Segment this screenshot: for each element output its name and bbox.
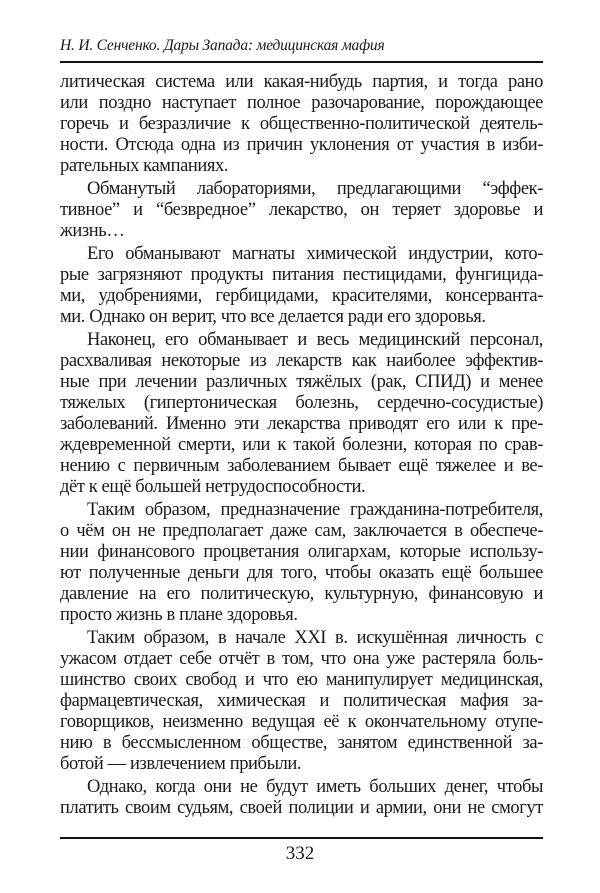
text-line: давление на его политическую, культурную, финансовую и [60, 584, 543, 604]
page-body [60, 72, 543, 821]
paragraph [60, 777, 543, 819]
text-line: тяжелых (гипертоническая болезнь, сердечно-сосудистые) [60, 393, 543, 413]
text-line: ботой — извлечением прибыли. [60, 754, 302, 774]
text-line: Его обманывают магнаты химической индустрии, кото- [87, 244, 543, 264]
paragraph [60, 628, 543, 775]
text-line: ные при лечении различных тяжёлых (рак, СПИД) и менее [60, 372, 543, 392]
running-header: Н. И. Сенченко. Дары Запада: медицинская мафия [60, 37, 385, 54]
text-line: жизнь… [60, 221, 125, 241]
text-line: нению с первичным заболеванием бывает ещё тяжелее и ве- [60, 456, 543, 476]
paragraph [60, 244, 543, 328]
header-rule [60, 61, 543, 63]
text-line: ют полученные деньги для того, чтобы оказать ещё большее [60, 563, 543, 583]
text-line: шинство своих свобод и что ею манипулирует медицинская, [60, 670, 543, 690]
paragraph [60, 72, 543, 177]
text-line: нии финансового процветания олигархам, которые использу- [60, 542, 543, 562]
page-number: 332 [285, 843, 315, 864]
text-line: рые загрязняют продукты питания пестицидами, фунгицида- [60, 265, 543, 285]
text-line: рательных кампаниях. [60, 156, 229, 176]
text-line: расхваливая некоторые из лекарств как наиболее эффектив- [60, 351, 543, 371]
text-line: о чём он не предполагает даже сам, заключается в обеспече- [60, 521, 543, 541]
text-line: ми, удобрениями, гербицидами, красителями, консерванта- [60, 286, 543, 306]
text-line: фармацевтическая, химическая и политическая мафия за- [60, 691, 543, 711]
text-line: Таким образом, в начале XXI в. искушённая личность с [87, 628, 543, 648]
text-line: Однако, когда они не будут иметь больших денег, чтобы [87, 777, 543, 797]
text-line: ми. Однако он верит, что все делается ради его здоровья. [60, 307, 486, 327]
text-line: ждевременной смерти, или к такой болезни, которая по срав- [60, 435, 543, 455]
text-line: говорщиков, неизменно ведущая её к окончательному отупе- [60, 712, 543, 732]
text-line: тивное” и “безвредное” лекарство, он теряет здоровье и [60, 200, 543, 220]
paragraph [60, 179, 543, 242]
footer-rule [60, 837, 543, 839]
text-line: дёт к ещё большей нетрудоспособности. [60, 477, 366, 497]
text-line: горечь и безразличие к общественно-политической деятель- [60, 114, 543, 134]
text-line: платить своим судьям, своей полиции и армии, они не смогут [60, 798, 543, 818]
text-line: просто жизнь в плане здоровья. [60, 605, 298, 625]
paragraph [60, 330, 543, 498]
text-line: нию в бессмысленном обществе, занятом единственной за- [60, 733, 543, 753]
text-line: заболеваний. Именно эти лекарства приводят его или к пре- [60, 414, 543, 434]
text-line: или поздно наступает полное разочарование, порождающее [60, 93, 543, 113]
text-line: Таким образом, предназначение гражданина-потребителя, [87, 500, 543, 520]
text-line: литическая система или какая-нибудь партия, и тогда рано [60, 72, 543, 92]
paragraph [60, 500, 543, 626]
text-line: Наконец, его обманывает и весь медицинский персонал, [87, 330, 543, 350]
text-line: ужасом отдает себе отчёт в том, что она уже растеряла боль- [60, 649, 543, 669]
text-line: ности. Отсюда одна из причин уклонения от участия в изби- [60, 135, 543, 155]
text-line: Обманутый лабораториями, предлагающими “эффек- [87, 179, 543, 199]
